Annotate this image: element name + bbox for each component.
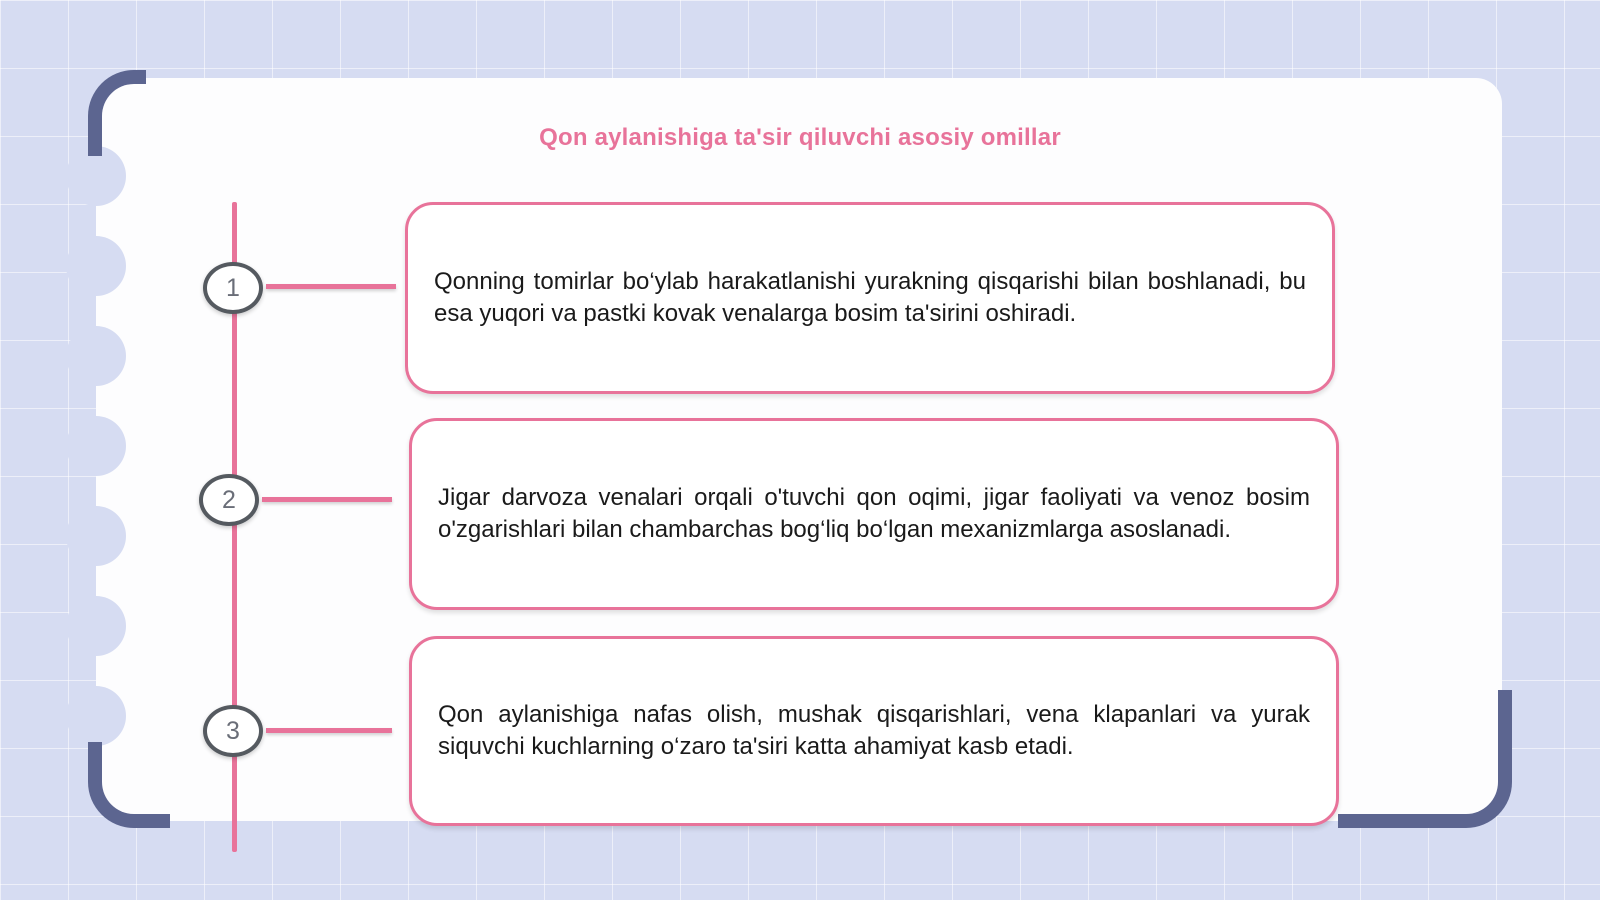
- step-text-1: Qonning tomirlar bo‘ylab harakatlanishi yurakning qisqarishi bilan boshlanadi, bu esa yuqori va pastki kovak venalarga bosim ta'sirini oshiradi.: [434, 268, 1306, 327]
- paper-scallop: [66, 416, 126, 476]
- step-card-3: [409, 636, 1339, 826]
- frame-corner-top-left: [88, 70, 146, 156]
- step-text-2: Jigar darvoza venalari orqali o'tuvchi qon oqimi, jigar faoliyati va venoz bosim o'zgarishlari bilan chambarchas bog‘liq bo‘lgan mexanizmlarga asoslanadi.: [438, 484, 1310, 543]
- frame-corner-bottom-right: [1338, 690, 1512, 828]
- timeline-connector: [266, 728, 392, 733]
- paper-scallop: [66, 326, 126, 386]
- step-number-2: 2: [199, 474, 259, 526]
- step-number-3: 3: [203, 705, 263, 757]
- paper-scallop: [66, 506, 126, 566]
- step-text-3: Qon aylanishiga nafas olish, mushak qisqarishlari, vena klapanlari va yurak siquvchi kuchlarning o‘zaro ta'siri katta ahamiyat kasb etadi.: [438, 701, 1310, 760]
- step-card-1: [405, 202, 1335, 394]
- step-number-1: 1: [203, 262, 263, 314]
- timeline-connector: [266, 284, 396, 289]
- frame-corner-bottom-left: [88, 742, 170, 828]
- paper-scallop: [66, 686, 126, 746]
- slide-title: Qon aylanishiga ta'sir qiluvchi asosiy omillar: [539, 124, 1061, 151]
- paper-scallop: [66, 236, 126, 296]
- step-card-2: [409, 418, 1339, 610]
- timeline-connector: [262, 497, 392, 502]
- paper-scallop: [66, 596, 126, 656]
